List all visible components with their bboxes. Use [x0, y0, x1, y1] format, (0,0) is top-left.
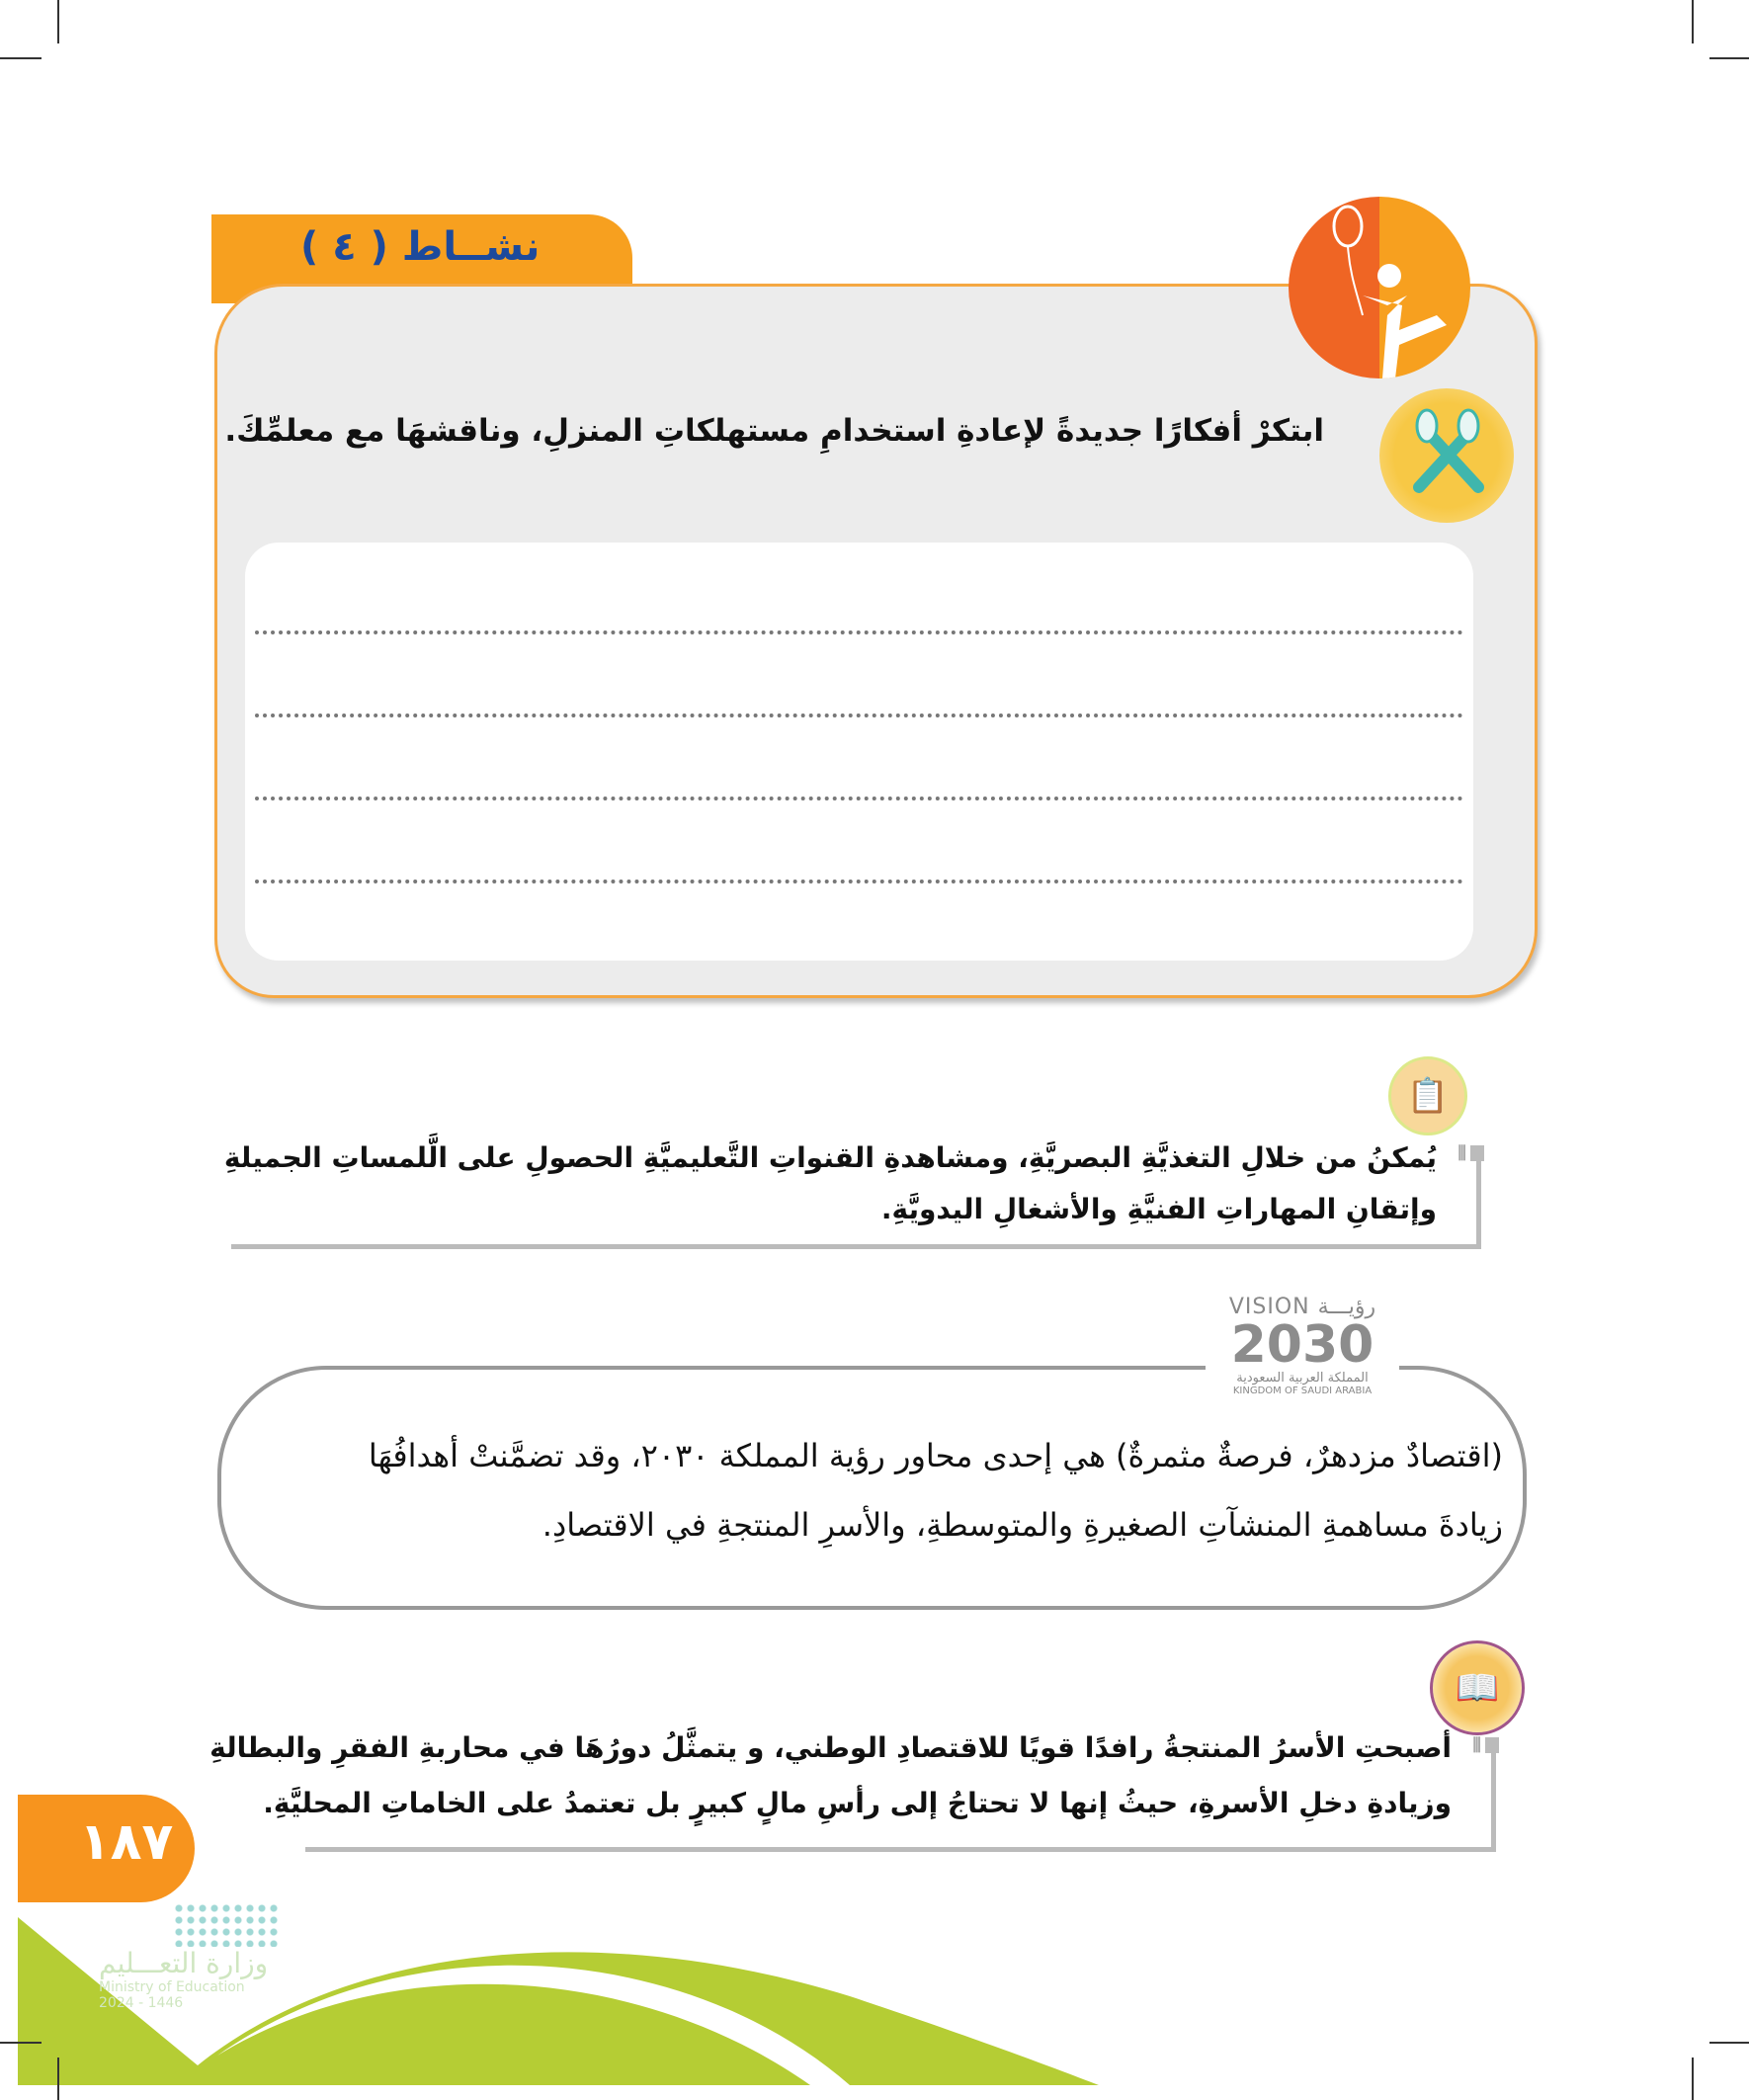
- note-line: أصبحتِ الأسرُ المنتجةُ رافدًا قويًا للاقتصادِ الوطني، و يتمثَّلُ دورُهَا في محاربةِ الفقرِ والبطالةِ: [209, 1731, 1452, 1764]
- crop-mark: [57, 2058, 59, 2100]
- tools-icon: [1379, 388, 1514, 523]
- crop-mark: [0, 57, 42, 59]
- vision-kingdom-en: KINGDOM OF SAUDI ARABIA: [1232, 1386, 1373, 1396]
- vision-kingdom-ar: المملكة العربية السعودية: [1236, 1371, 1369, 1386]
- activity-title: نشــاط ( ٤ ): [300, 224, 541, 270]
- ministry-year: 2024 - 1446: [99, 1995, 184, 2011]
- crop-mark: [0, 2042, 42, 2044]
- chevrons-icon: ⦀: [1458, 1141, 1466, 1165]
- vision-box: [217, 1366, 1527, 1610]
- book-icon: 📖: [1430, 1640, 1525, 1735]
- note-line: يُمكنُ من خلالِ التغذيَّةِ البصريَّةِ، ومشاهدةِ القنواتِ التَّعليميَّةِ الحصولِ على الَّلمساتِ الجميلةِ: [223, 1141, 1437, 1174]
- note-marker: [1485, 1737, 1499, 1753]
- answer-line[interactable]: [255, 880, 1463, 883]
- ministry-ar: وزارة التعـــليم: [99, 1947, 269, 1979]
- activity-instruction: ابتكرْ أفكارًا جديدةً لإعادةِ استخدامِ مستهلكاتِ المنزلِ، وناقشهَا مع معلمِّكَ.: [224, 413, 1324, 449]
- vision-ar: رؤيـــة: [1317, 1295, 1376, 1319]
- notes-icon: 📋: [1388, 1056, 1467, 1135]
- crop-mark: [1709, 2042, 1749, 2044]
- vision-en: VISION: [1228, 1295, 1310, 1319]
- vision-line: زيادةَ مساهمةِ المنشآتِ الصغيرةِ والمتوسطةِ، والأسرِ المنتجةِ في الاقتصادِ.: [541, 1506, 1503, 1544]
- note-line: وإتقانِ المهاراتِ الفنيَّةِ والأشغالِ اليدويَّةِ.: [880, 1193, 1437, 1225]
- ministry-logo: [99, 1902, 268, 2011]
- chevrons-icon: ⦀: [1472, 1733, 1481, 1757]
- note-marker: [1470, 1145, 1484, 1161]
- vision-line: (اقتصادٌ مزدهرٌ، فرصةٌ مثمرةٌ) هي إحدى محاور رؤية المملكة ٢٠٣٠، وقد تضمَّنتْ أهدافُهَا: [368, 1437, 1503, 1474]
- info-note: [209, 1731, 1496, 1852]
- crop-mark: [1692, 2058, 1694, 2100]
- answer-area[interactable]: [245, 543, 1473, 961]
- crop-mark: [1692, 0, 1694, 43]
- crop-mark: [57, 0, 59, 43]
- answer-line[interactable]: [255, 630, 1463, 634]
- page-number-tab: [18, 1795, 195, 1902]
- vision-2030-logo: [1206, 1295, 1399, 1401]
- ministry-en: Ministry of Education: [99, 1979, 245, 1995]
- answer-line[interactable]: [255, 797, 1463, 800]
- child-balloon-icon: [1289, 197, 1470, 378]
- page-number: ١٨٧: [79, 1812, 174, 1872]
- info-note: [223, 1141, 1481, 1249]
- note-line: وزيادةِ دخلِ الأسرةِ، حيثُ إنها لا تحتاجُ إلى رأسِ مالٍ كبيرٍ بل تعتمدُ على الخاماتِ المحليَّةِ.: [263, 1787, 1452, 1819]
- crop-mark: [1709, 57, 1749, 59]
- vision-year: 2030: [1230, 1315, 1374, 1375]
- answer-line[interactable]: [255, 714, 1463, 717]
- dots-pattern: [173, 1902, 282, 1947]
